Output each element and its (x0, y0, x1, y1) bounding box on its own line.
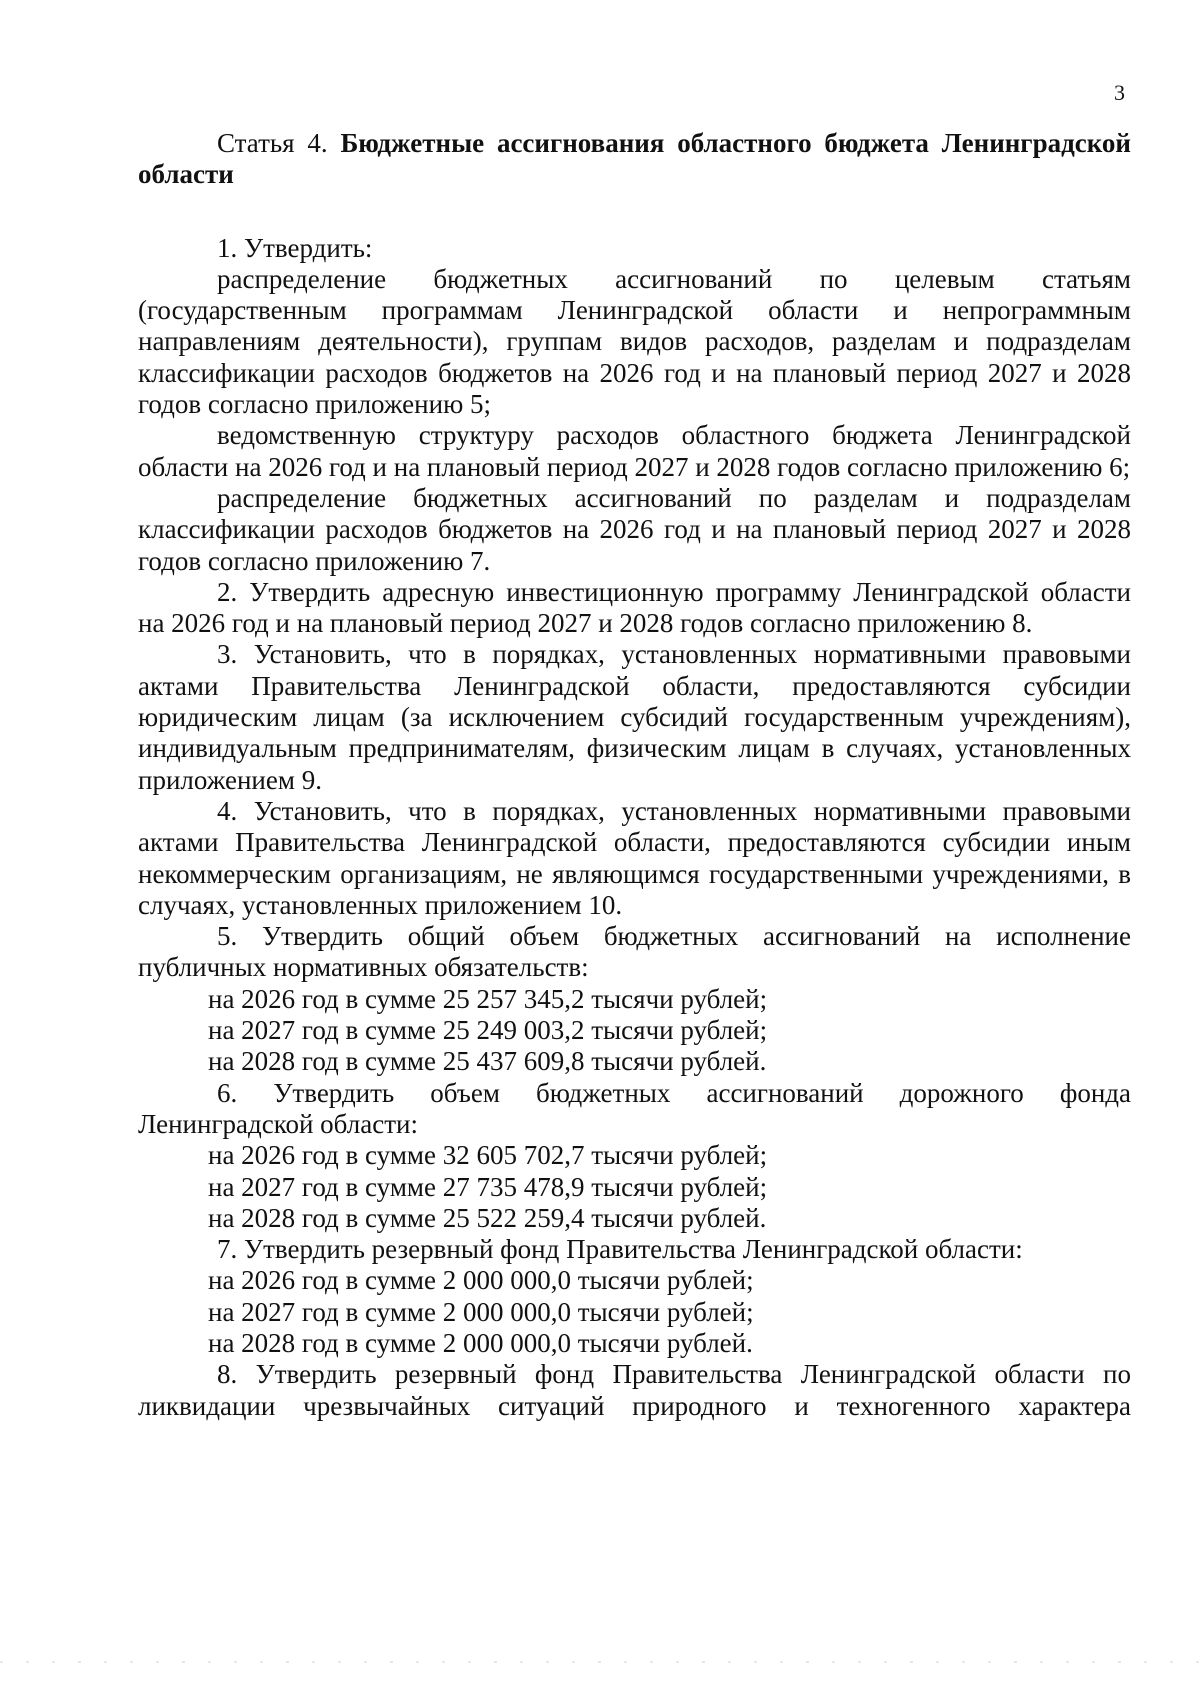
paragraph-item-4: 4. Установить, что в порядках, установленных нормативными правовыми актами Правительства Ленинградской области, предоставляются субсидии иным некоммерческим организациям, не являющимся государственными учреждениями, в случаях, установленных приложением 10. (138, 795, 1131, 920)
paragraph-departmental-structure: ведомственную структуру расходов областного бюджета Ленинградской области на 2026 год и на плановый период 2027 и 2028 годов согласно приложению 6; (138, 420, 1131, 482)
amount-line: на 2027 год в сумме 2 000 000,0 тысячи рублей; (208, 1296, 754, 1327)
paragraph-item-7: 7. Утвердить резервный фонд Правительства Ленинградской области: (217, 1234, 1023, 1265)
paragraph-distribution-target: распределение бюджетных ассигнований по целевым статьям (государственным программам Ленинградской области и непрограммным направлениям деятельности), группам видов расходов, разделам и подразделам классификации расходов бюджетов на 2026 год и на плановый период 2027 и 2028 годов согласно приложению 5; (138, 263, 1131, 420)
paragraph-item-3: 3. Установить, что в порядках, установленных нормативными правовыми актами Правительства Ленинградской области, предоставляются субсидии юридическим лицам (за исключением субсидий государственным учреждениям), индивидуальным предпринимателям, физическим лицам в случаях, установленных приложением 9. (138, 639, 1131, 795)
paragraph-item-8: 8. Утвердить резервный фонд Правительства Ленинградской области по ликвидации чрезвычайных ситуаций природного и техногенного характера (138, 1359, 1131, 1421)
paragraph-item-1: 1. Утвердить: (217, 232, 373, 263)
amount-line: на 2026 год в сумме 2 000 000,0 тысячи рублей; (208, 1265, 754, 1296)
amount-line: на 2028 год в сумме 2 000 000,0 тысячи рублей. (208, 1327, 753, 1358)
page-number: 3 (1114, 80, 1125, 105)
paragraph-distribution-sections: распределение бюджетных ассигнований по разделам и подразделам классификации расходов бюджетов на 2026 год и на плановый период 2027 и 2028 годов согласно приложению 7. (138, 482, 1131, 576)
paragraph-item-5: 5. Утвердить общий объем бюджетных ассигнований на исполнение публичных нормативных обязательств: (138, 921, 1131, 983)
amount-line: на 2026 год в сумме 25 257 345,2 тысячи рублей; (208, 983, 768, 1014)
amount-line: на 2027 год в сумме 25 249 003,2 тысячи рублей; (208, 1015, 768, 1046)
paragraph-item-6: 6. Утвердить объем бюджетных ассигнований дорожного фонда Ленинградской области: (138, 1077, 1131, 1139)
article-heading-prefix: Статья 4. (217, 128, 341, 158)
article-heading (138, 128, 1131, 191)
paragraph-item-2: 2. Утвердить адресную инвестиционную программу Ленинградской области на 2026 год и на плановый период 2027 и 2028 годов согласно приложению 8. (138, 576, 1131, 639)
amount-line: на 2027 год в сумме 27 735 478,9 тысячи рублей; (208, 1171, 768, 1202)
amount-line: на 2028 год в сумме 25 437 609,8 тысячи рублей. (208, 1046, 767, 1077)
amount-line: на 2026 год в сумме 32 605 702,7 тысячи рублей; (208, 1140, 768, 1171)
document-body (138, 128, 1131, 1422)
scan-artifact-line (0, 1661, 1200, 1663)
amount-line: на 2028 год в сумме 25 522 259,4 тысячи рублей. (208, 1202, 767, 1233)
article-heading-title: Бюджетные ассигнования областного бюджета Ленинградской области (138, 128, 1131, 190)
